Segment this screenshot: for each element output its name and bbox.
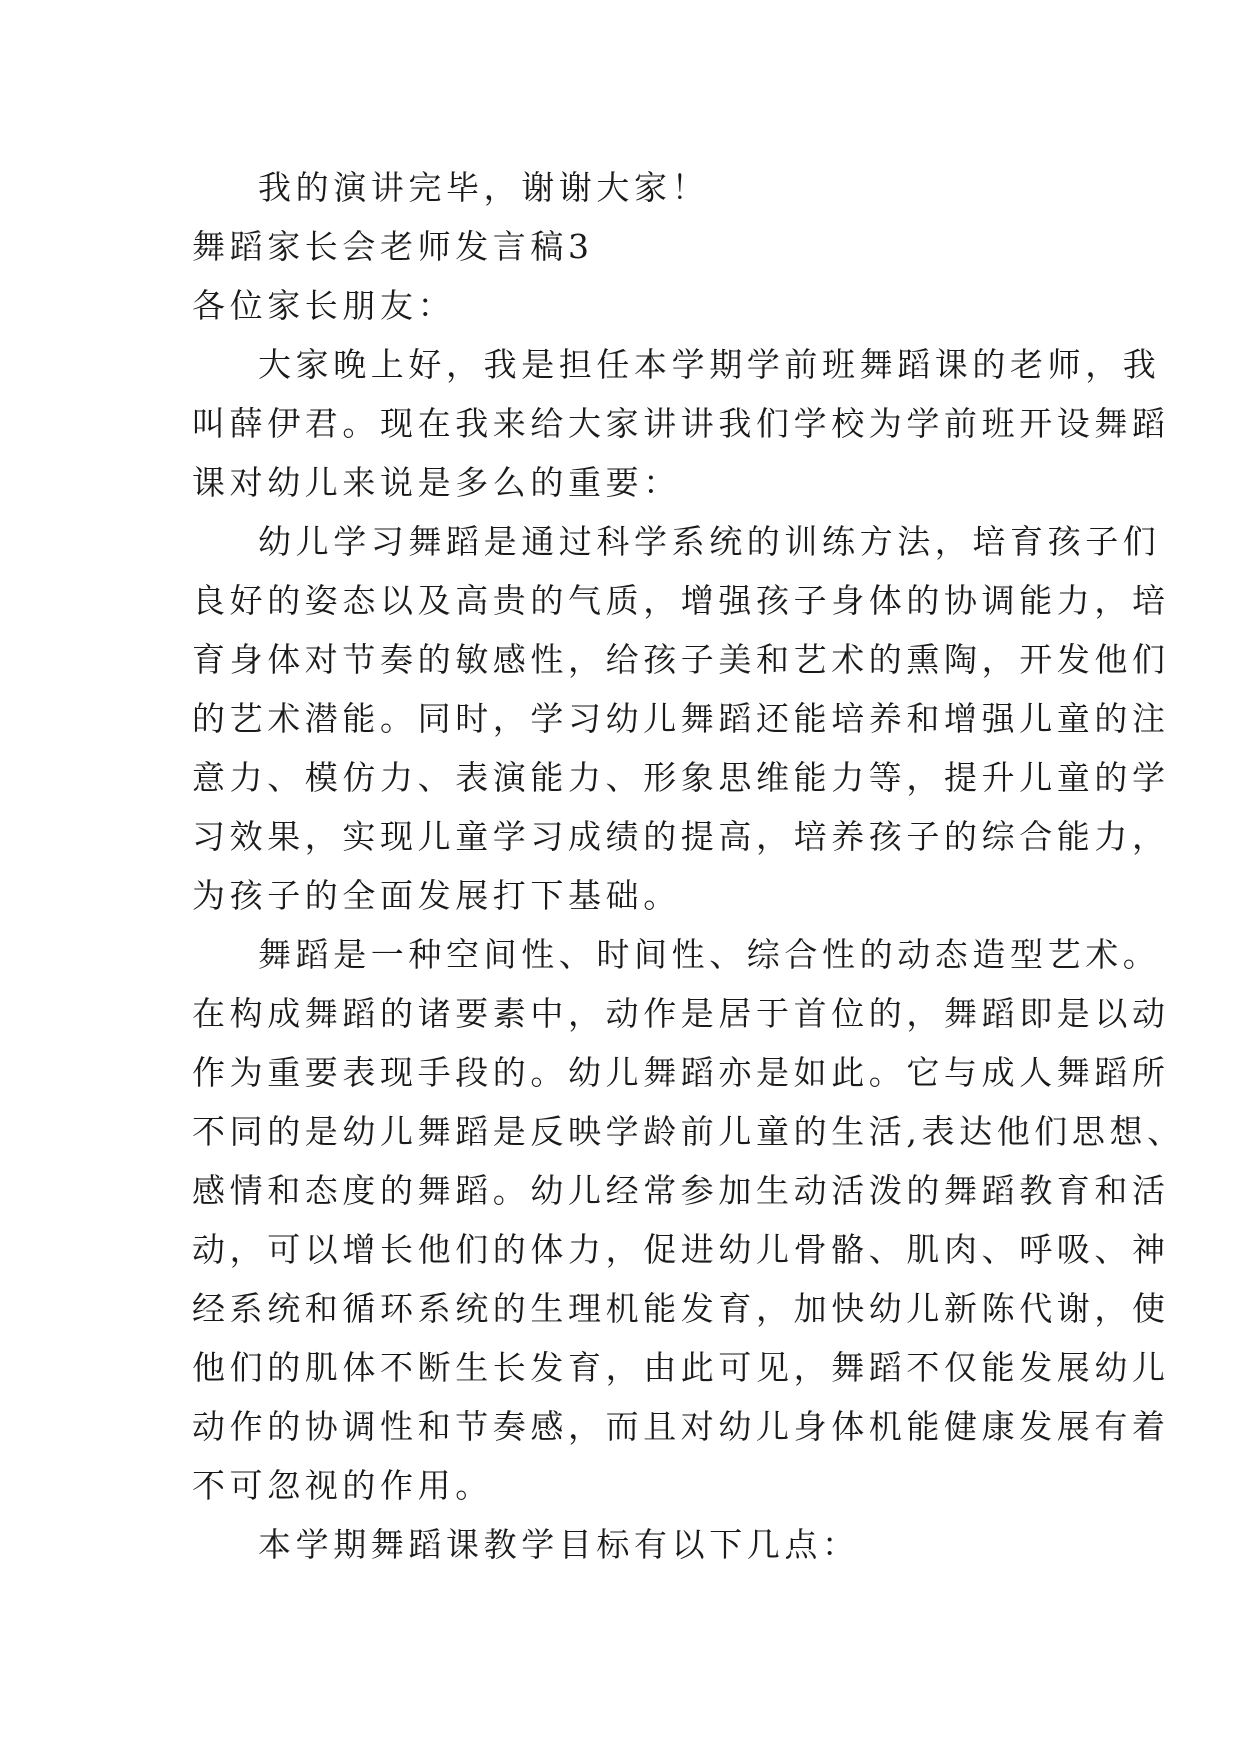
paragraph-3-line: 作为重要表现手段的。幼儿舞蹈亦是如此。它与成人舞蹈所: [192, 1053, 1170, 1092]
paragraph-3-line: 动，可以增长他们的体力，促进幼儿骨骼、肌肉、呼吸、神: [192, 1230, 1170, 1269]
document-title: 舞蹈家长会老师发言稿3: [192, 227, 594, 266]
paragraph-2-line: 育身体对节奏的敏感性，给孩子美和艺术的熏陶，开发他们: [192, 640, 1170, 679]
paragraph-2-line: 的艺术潜能。同时，学习幼儿舞蹈还能培养和增强儿童的注: [192, 699, 1170, 738]
paragraph-1-line: 大家晚上好，我是担任本学期学前班舞蹈课的老师，我: [258, 345, 1161, 384]
paragraph-4-line: 本学期舞蹈课教学目标有以下几点：: [258, 1525, 860, 1564]
paragraph-3-line: 不可忽视的作用。: [192, 1466, 493, 1505]
paragraph-3-line: 感情和态度的舞蹈。幼儿经常参加生动活泼的舞蹈教育和活: [192, 1171, 1170, 1210]
paragraph-3-line: 在构成舞蹈的诸要素中，动作是居于首位的，舞蹈即是以动: [192, 994, 1170, 1033]
paragraph-3-line: 经系统和循环系统的生理机能发育，加快幼儿新陈代谢，使: [192, 1289, 1170, 1328]
paragraph-3-line: 不同的是幼儿舞蹈是反映学龄前儿童的生活,表达他们思想、: [192, 1112, 1185, 1151]
greeting: 各位家长朋友：: [192, 286, 456, 325]
paragraph-2-line: 良好的姿态以及高贵的气质，增强孩子身体的协调能力，培: [192, 581, 1170, 620]
paragraph-3-line: 他们的肌体不断生长发育，由此可见，舞蹈不仅能发展幼儿: [192, 1348, 1170, 1387]
paragraph-3-line: 动作的协调性和节奏感，而且对幼儿身体机能健康发展有着: [192, 1407, 1170, 1446]
paragraph-1-line: 叫薛伊君。现在我来给大家讲讲我们学校为学前班开设舞蹈: [192, 404, 1170, 443]
paragraph-3-line: 舞蹈是一种空间性、时间性、综合性的动态造型艺术。: [258, 935, 1161, 974]
paragraph-2-line: 习效果，实现儿童学习成绩的提高，培养孩子的综合能力，: [192, 817, 1170, 856]
paragraph-2-line: 幼儿学习舞蹈是通过科学系统的训练方法，培育孩子们: [258, 522, 1161, 561]
closing-line: 我的演讲完毕，谢谢大家！: [258, 168, 710, 207]
paragraph-1-line: 课对幼儿来说是多么的重要：: [192, 463, 681, 502]
paragraph-2-line: 为孩子的全面发展打下基础。: [192, 876, 681, 915]
paragraph-2-line: 意力、模仿力、表演能力、形象思维能力等，提升儿童的学: [192, 758, 1170, 797]
